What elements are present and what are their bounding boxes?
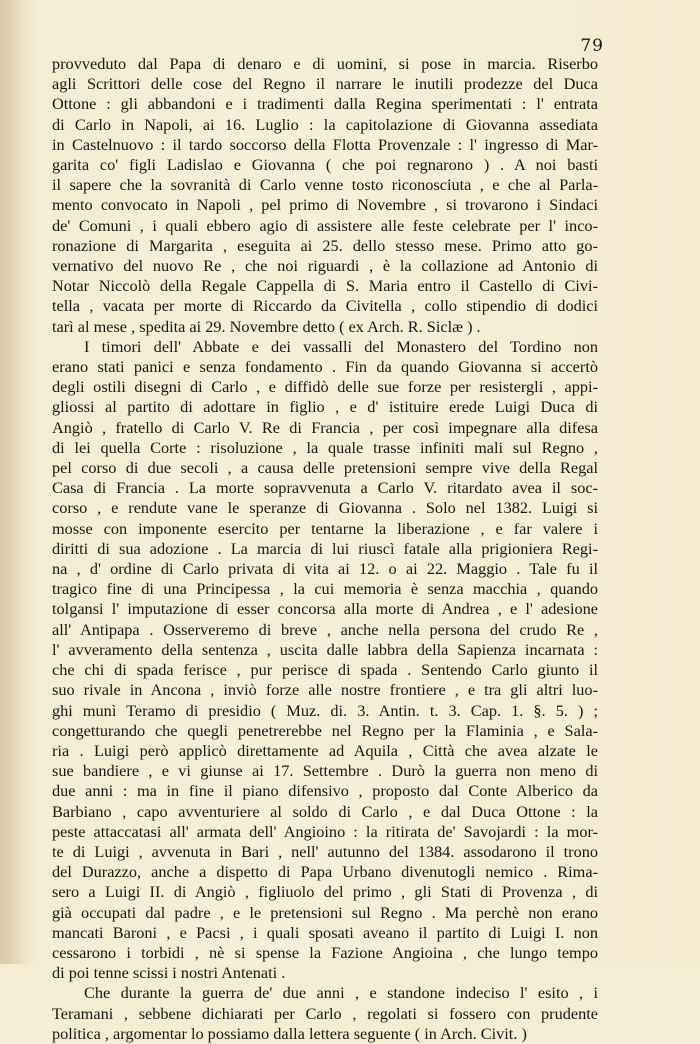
text-line: sero a Luigi II. di Angiò , figliuolo del primo , gli Stati di Provenza , di	[52, 882, 598, 902]
text-line: agli Scrittori delle cose del Regno il narrare le inutili prodezze del Duca	[52, 74, 598, 94]
paragraph	[52, 983, 598, 1044]
text-line: Ottone : gli abbandoni e i tradimenti dalla Regina sperimentati : l' entrata	[52, 94, 598, 114]
text-line: tolgansi l' imputazione di esser concorsa alla morte di Andrea , e l' adesione	[52, 599, 598, 619]
text-line: ronazione di Margarita , eseguita ai 25. dello stesso mese. Primo atto go-	[52, 235, 598, 255]
text-line: l' avveramento della sentenza , uscita dalle labbra della Sapienza incarnata :	[52, 639, 598, 659]
body-text	[52, 54, 598, 1044]
paragraph	[52, 54, 598, 337]
text-line: cessarono i torbidi , nè si spense la Fazione Angioina , che lungo tempo	[52, 942, 598, 962]
text-line: peste attaccatasi all' armata dell' Angioino : la ritirata de' Savojardi : la mor-	[52, 821, 598, 841]
text-line: I timori dell' Abbate e dei vassalli del Monastero del Tordino non	[84, 336, 598, 356]
text-line: il sapere che la sovranità di Carlo venne tosto riconosciuta , e che al Parla-	[52, 175, 598, 195]
text-line: te di Luigi , avvenuta in Bari , nell' autunno del 1384. assodarono il trono	[52, 841, 598, 861]
text-line: Angiò , fratello di Carlo V. Re di Francia , per così impegnare alla difesa	[52, 417, 598, 437]
text-line: Notar Niccolò della Regale Cappella di S. Maria entro il Castello di Civi-	[52, 276, 598, 296]
text-line: Che durante la guerra de' due anni , e standone indeciso l' esito , i	[84, 983, 598, 1003]
text-line: politica , argomentar lo possiamo dalla lettera seguente ( in Arch. Civit. )	[52, 1023, 527, 1043]
text-line: Teramani , sebbene dichiarati per Carlo , regolati si fossero con prudente	[52, 1003, 598, 1023]
text-line: corso , e rendute vane le speranze di Giovanna . Solo nel 1382. Luigi si	[52, 498, 598, 518]
text-line: suo rivale in Ancona , inviò forze alle nostre frontiere , e tra gli altri luo-	[52, 680, 598, 700]
text-line: mosse con imponente esercito per tentarne la liberazione , e far valere i	[52, 518, 598, 538]
paragraph	[52, 337, 598, 984]
text-line: na , d' ordine di Carlo privata di vita ai 12. o ai 22. Maggio . Tale fu il	[52, 559, 598, 579]
page-gutter-shadow	[0, 0, 28, 964]
text-line: mancati Baroni , e Pacsi , i quali sposati aveano il partito di Luigi I. non	[52, 922, 598, 942]
text-line: provveduto dal Papa di denaro e di uomini, si pose in marcia. Riserbo	[52, 54, 598, 73]
text-line: vernativo del nuovo Re , che noi riguardi , è la collazione ad Antonio di	[52, 256, 598, 276]
text-line: pel corso di due secoli , a causa delle pretensioni sempre vive della Regal	[52, 458, 598, 478]
text-line: già occupati dal padre , e le pretensioni sul Regno . Ma perchè non erano	[52, 902, 598, 922]
text-line: Barbiano , capo avventuriere al soldo di Carlo , e dal Duca Ottone : la	[52, 801, 598, 821]
text-line: mento convocato in Napoli , pel primo di Novembre , si trovarono i Sindaci	[52, 195, 598, 215]
text-line: garita co' figli Ladislao e Giovanna ( che poi regnarono ) . A noi basti	[52, 155, 598, 175]
text-line: tragico fine di una Principessa , la cui memoria è senza macchia , quando	[52, 579, 598, 599]
text-line: di lei quella Corte : risoluzione , la quale trasse infiniti mali sul Regno ,	[52, 437, 598, 457]
text-line: all' Antipapa . Osserveremo di breve , anche nella persona del crudo Re ,	[52, 619, 598, 639]
text-line: ria . Luigi però applicò direttamente ad Aquila , Città che avea alzate le	[52, 740, 598, 760]
text-line: erano stati panici e senza fondamento . Fin da quando Giovanna si accertò	[52, 357, 598, 377]
page-number: 79	[580, 36, 604, 56]
text-line: gliossi al partito di adottare in figlio , e d' istituire erede Luigi Duca di	[52, 397, 598, 417]
text-line: del Durazzo, anche a dispetto di Papa Urbano divenutogli nemico . Rima-	[52, 862, 598, 882]
text-line: sue bandiere , e vi giunse ai 17. Settembre . Durò la guerra non meno di	[52, 761, 598, 781]
text-line: tella , vacata per morte di Riccardo da Civitella , collo stipendio di dodici	[52, 296, 598, 316]
text-line: Casa di Francia . La morte sopravvenuta a Carlo V. ritardato avea il soc-	[52, 478, 598, 498]
text-line: che chi di spada ferisce , pur perisce di spada . Sentendo Carlo giunto il	[52, 660, 598, 680]
text-line: congetturando che quegli penetrerebbe nel Regno per la Flaminia , e Sala-	[52, 720, 598, 740]
text-line: due anni : ma in fine il piano difensivo , proposto dal Conte Alberico da	[52, 781, 598, 801]
text-line: diritti di sua adozione . La marcia di lui riuscì fatale alla prigioniera Regi-	[52, 538, 598, 558]
text-line: di Carlo in Napoli, ai 16. Luglio : la capitolazione di Giovanna assediata	[52, 114, 598, 134]
text-line: tarì al mese , spedita ai 29. Novembre detto ( ex Arch. R. Siclæ ) .	[52, 316, 481, 336]
text-line: di poi tenne scissi i nostri Antenati .	[52, 963, 286, 983]
text-line: in Castelnuovo : il tardo soccorso della Flotta Provenzale : l' ingresso di Mar-	[52, 134, 598, 154]
text-line: ghi munì Teramo di presidio ( Muz. di. 3. Antin. t. 3. Cap. 1. §. 5. ) ;	[52, 700, 598, 720]
text-line: de' Comuni , i quali ebbero agio di assistere alle feste celebrate per l' inco-	[52, 215, 598, 235]
text-line: degli ostili disegni di Carlo , e diffidò delle sue forze per resistergli , appi-	[52, 377, 598, 397]
